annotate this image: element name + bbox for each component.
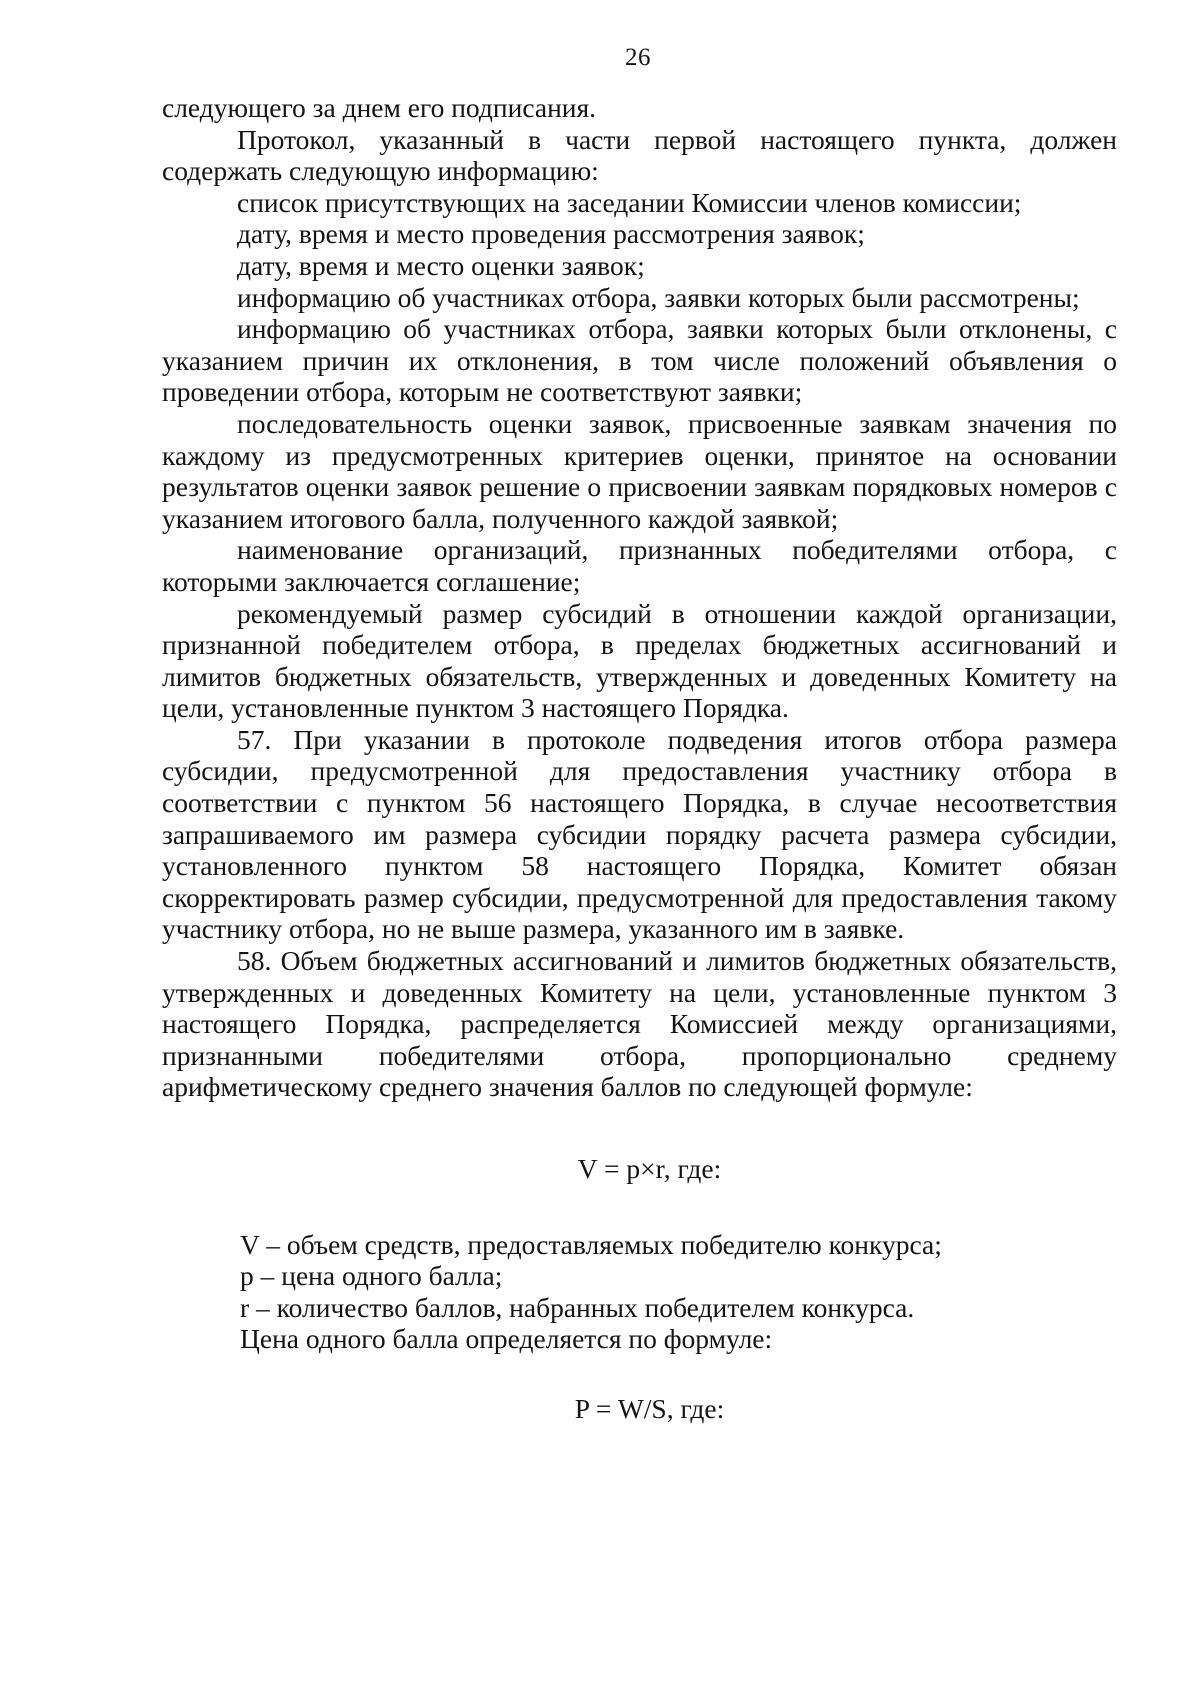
- formula-v: V = p×r, где:: [577, 1153, 722, 1184]
- paragraph: Протокол, указанный в части первой настоящего пункта, должен содержать следующую информацию:: [162, 123, 1117, 187]
- document-body: [162, 92, 1117, 1425]
- page-number: 26: [625, 44, 651, 71]
- paragraph: информацию об участниках отбора, заявки которых были рассмотрены;: [237, 281, 1080, 313]
- definition-line: r – количество баллов, набранных победителем конкурса.: [240, 1291, 915, 1323]
- paragraph: наименование организаций, признанных победителями отбора, с которыми заключается соглашение;: [162, 534, 1117, 597]
- definition-line: V – объем средств, предоставляемых победителю конкурса;: [240, 1228, 942, 1260]
- paragraph: дату, время и место проведения рассмотрения заявок;: [237, 218, 865, 250]
- definition-line: p – цена одного балла;: [240, 1260, 503, 1292]
- paragraph: 58. Объем бюджетных ассигнований и лимитов бюджетных обязательств, утвержденных и доведенных Комитету на цели, установленные пунктом 3 настоящего Порядка, распределяется Комиссией между организациями, признанными победителями отбора, пропорционально среднему арифметическому среднего значения баллов по следующей формуле:: [162, 945, 1117, 1103]
- paragraph-list: [162, 92, 1117, 1103]
- definition-line: Цена одного балла определяется по формуле:: [240, 1323, 773, 1355]
- definitions-list: [162, 1229, 1117, 1355]
- paragraph: последовательность оценки заявок, присвоенные заявкам значения по каждому из предусмотренных критериев оценки, принятое на основании результатов оценки заявок решение о присвоении заявкам порядковых номеров с указанием итогового балла, полученного каждой заявкой;: [162, 407, 1117, 534]
- paragraph: рекомендуемый размер субсидий в отношении каждой организации, признанной победителем отбора, в пределах бюджетных ассигнований и лимитов бюджетных обязательств, утвержденных и доведенных Комитету на цели, установленные пунктом 3 настоящего Порядка.: [162, 597, 1117, 724]
- formula-p: P = W/S, где:: [574, 1392, 725, 1424]
- paragraph: дату, время и место оценки заявок;: [237, 249, 645, 281]
- paragraph: список присутствующих на заседании Комиссии членов комиссии;: [237, 186, 1022, 218]
- paragraph: информацию об участниках отбора, заявки которых были отклонены, с указанием причин их отклонения, в том числе положений объявления о проведении отбора, которым не соответствуют заявки;: [162, 313, 1117, 408]
- paragraph: 57. При указании в протоколе подведения итогов отбора размера субсидии, предусмотренной для предоставления участнику отбора в соответствии с пунктом 56 настоящего Порядка, в случае несоответствия запрашиваемого им размера субсидии порядку расчета размера субсидии, установленного пунктом 58 настоящего Порядка, Комитет обязан скорректировать размер субсидии, предусмотренной для предоставления такому участнику отбора, но не выше размера, указанного им в заявке.: [162, 723, 1117, 945]
- paragraph: следующего за днем его подписания.: [162, 92, 597, 123]
